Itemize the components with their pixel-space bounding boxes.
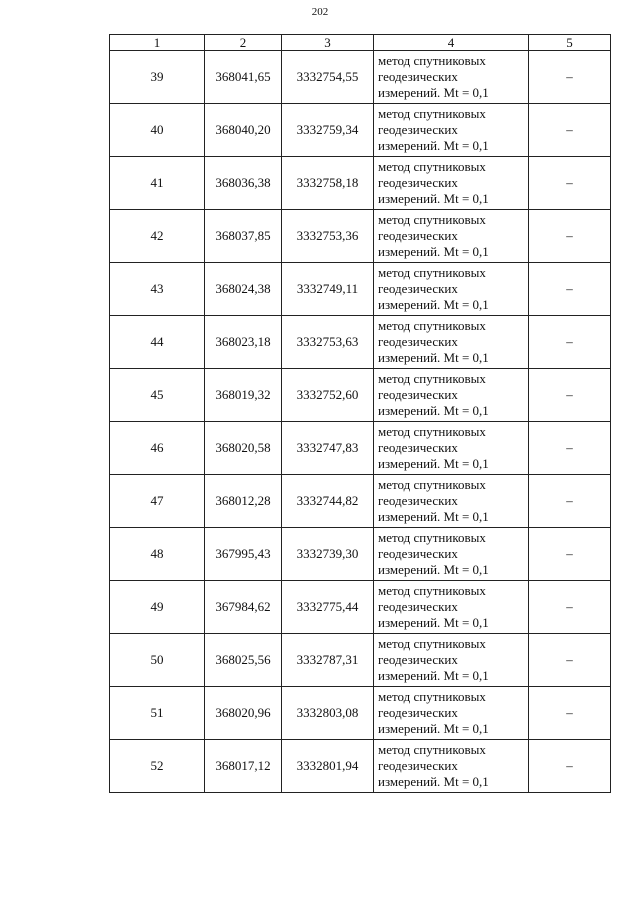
method-text-line: метод спутниковых <box>378 636 486 651</box>
note-cell: – <box>529 687 611 740</box>
method-text-line: измерений. Mt = 0,1 <box>378 403 489 418</box>
note-cell: – <box>529 528 611 581</box>
method-text-line: метод спутниковых <box>378 318 486 333</box>
note-cell: – <box>529 51 611 104</box>
method-text-line: измерений. Mt = 0,1 <box>378 191 489 206</box>
method-text-line: измерений. Mt = 0,1 <box>378 297 489 312</box>
y-coordinate-cell: 3332739,30 <box>282 528 374 581</box>
point-number-cell: 41 <box>110 157 205 210</box>
table-body <box>110 35 611 793</box>
note-cell: – <box>529 369 611 422</box>
method-cell <box>374 475 529 528</box>
x-coordinate-cell: 368041,65 <box>205 51 282 104</box>
method-text-line: измерений. Mt = 0,1 <box>378 615 489 630</box>
method-text-line: геодезических <box>378 334 458 349</box>
table-row <box>110 369 611 422</box>
point-number-cell: 43 <box>110 263 205 316</box>
note-cell: – <box>529 157 611 210</box>
y-coordinate-cell: 3332754,55 <box>282 51 374 104</box>
x-coordinate-cell: 368025,56 <box>205 634 282 687</box>
table-row <box>110 210 611 263</box>
method-text-line: измерений. Mt = 0,1 <box>378 562 489 577</box>
method-text-line: измерений. Mt = 0,1 <box>378 244 489 259</box>
method-text-line: измерений. Mt = 0,1 <box>378 721 489 736</box>
table-row <box>110 528 611 581</box>
coordinates-table <box>109 34 611 793</box>
y-coordinate-cell: 3332749,11 <box>282 263 374 316</box>
method-text-line: измерений. Mt = 0,1 <box>378 456 489 471</box>
x-coordinate-cell: 368040,20 <box>205 104 282 157</box>
method-text-line: геодезических <box>378 122 458 137</box>
column-header-1: 1 <box>110 35 205 51</box>
column-header-5: 5 <box>529 35 611 51</box>
x-coordinate-cell: 368019,32 <box>205 369 282 422</box>
table-row <box>110 51 611 104</box>
y-coordinate-cell: 3332803,08 <box>282 687 374 740</box>
method-text-line: геодезических <box>378 69 458 84</box>
method-text-line: измерений. Mt = 0,1 <box>378 138 489 153</box>
method-cell <box>374 51 529 104</box>
table-row <box>110 422 611 475</box>
table-row <box>110 634 611 687</box>
point-number-cell: 44 <box>110 316 205 369</box>
table-row <box>110 581 611 634</box>
point-number-cell: 48 <box>110 528 205 581</box>
column-header-2: 2 <box>205 35 282 51</box>
method-text-line: метод спутниковых <box>378 477 486 492</box>
method-text-line: метод спутниковых <box>378 583 486 598</box>
method-text-line: метод спутниковых <box>378 424 486 439</box>
method-text-line: измерений. Mt = 0,1 <box>378 85 489 100</box>
point-number-cell: 49 <box>110 581 205 634</box>
method-text-line: метод спутниковых <box>378 371 486 386</box>
point-number-cell: 52 <box>110 740 205 793</box>
table-row <box>110 104 611 157</box>
method-text-line: метод спутниковых <box>378 530 486 545</box>
method-text-line: метод спутниковых <box>378 106 486 121</box>
y-coordinate-cell: 3332747,83 <box>282 422 374 475</box>
point-number-cell: 46 <box>110 422 205 475</box>
column-header-4: 4 <box>374 35 529 51</box>
method-text-line: геодезических <box>378 546 458 561</box>
point-number-cell: 50 <box>110 634 205 687</box>
method-text-line: геодезических <box>378 599 458 614</box>
note-cell: – <box>529 263 611 316</box>
method-text-line: метод спутниковых <box>378 53 486 68</box>
x-coordinate-cell: 367995,43 <box>205 528 282 581</box>
y-coordinate-cell: 3332759,34 <box>282 104 374 157</box>
method-text-line: метод спутниковых <box>378 689 486 704</box>
method-cell <box>374 157 529 210</box>
note-cell: – <box>529 104 611 157</box>
header-row <box>110 35 611 51</box>
x-coordinate-cell: 368024,38 <box>205 263 282 316</box>
method-text-line: геодезических <box>378 387 458 402</box>
method-text-line: геодезических <box>378 652 458 667</box>
point-number-cell: 42 <box>110 210 205 263</box>
y-coordinate-cell: 3332753,63 <box>282 316 374 369</box>
note-cell: – <box>529 740 611 793</box>
point-number-cell: 40 <box>110 104 205 157</box>
x-coordinate-cell: 368020,96 <box>205 687 282 740</box>
note-cell: – <box>529 475 611 528</box>
x-coordinate-cell: 367984,62 <box>205 581 282 634</box>
x-coordinate-cell: 368012,28 <box>205 475 282 528</box>
y-coordinate-cell: 3332801,94 <box>282 740 374 793</box>
method-text-line: геодезических <box>378 705 458 720</box>
method-text-line: измерений. Mt = 0,1 <box>378 350 489 365</box>
note-cell: – <box>529 316 611 369</box>
method-text-line: геодезических <box>378 175 458 190</box>
table-row <box>110 475 611 528</box>
point-number-cell: 47 <box>110 475 205 528</box>
y-coordinate-cell: 3332775,44 <box>282 581 374 634</box>
method-cell <box>374 316 529 369</box>
method-text-line: измерений. Mt = 0,1 <box>378 509 489 524</box>
x-coordinate-cell: 368023,18 <box>205 316 282 369</box>
column-header-3: 3 <box>282 35 374 51</box>
table-row <box>110 687 611 740</box>
table-row <box>110 157 611 210</box>
method-cell <box>374 528 529 581</box>
method-cell <box>374 263 529 316</box>
method-text-line: метод спутниковых <box>378 265 486 280</box>
table-row <box>110 316 611 369</box>
method-cell <box>374 740 529 793</box>
method-text-line: метод спутниковых <box>378 212 486 227</box>
method-cell <box>374 210 529 263</box>
table-row <box>110 740 611 793</box>
x-coordinate-cell: 368036,38 <box>205 157 282 210</box>
method-text-line: геодезических <box>378 228 458 243</box>
page-number: 202 <box>311 6 329 18</box>
point-number-cell: 51 <box>110 687 205 740</box>
x-coordinate-cell: 368037,85 <box>205 210 282 263</box>
x-coordinate-cell: 368017,12 <box>205 740 282 793</box>
method-cell <box>374 687 529 740</box>
y-coordinate-cell: 3332752,60 <box>282 369 374 422</box>
method-text-line: измерений. Mt = 0,1 <box>378 774 489 789</box>
method-cell <box>374 581 529 634</box>
table-row <box>110 263 611 316</box>
method-cell <box>374 104 529 157</box>
note-cell: – <box>529 581 611 634</box>
y-coordinate-cell: 3332787,31 <box>282 634 374 687</box>
method-cell <box>374 634 529 687</box>
method-text-line: метод спутниковых <box>378 159 486 174</box>
method-text-line: метод спутниковых <box>378 742 486 757</box>
point-number-cell: 45 <box>110 369 205 422</box>
note-cell: – <box>529 210 611 263</box>
method-text-line: геодезических <box>378 758 458 773</box>
note-cell: – <box>529 634 611 687</box>
method-text-line: геодезических <box>378 281 458 296</box>
point-number-cell: 39 <box>110 51 205 104</box>
x-coordinate-cell: 368020,58 <box>205 422 282 475</box>
y-coordinate-cell: 3332758,18 <box>282 157 374 210</box>
y-coordinate-cell: 3332744,82 <box>282 475 374 528</box>
method-text-line: геодезических <box>378 440 458 455</box>
method-cell <box>374 422 529 475</box>
note-cell: – <box>529 422 611 475</box>
y-coordinate-cell: 3332753,36 <box>282 210 374 263</box>
method-cell <box>374 369 529 422</box>
method-text-line: геодезических <box>378 493 458 508</box>
method-text-line: измерений. Mt = 0,1 <box>378 668 489 683</box>
